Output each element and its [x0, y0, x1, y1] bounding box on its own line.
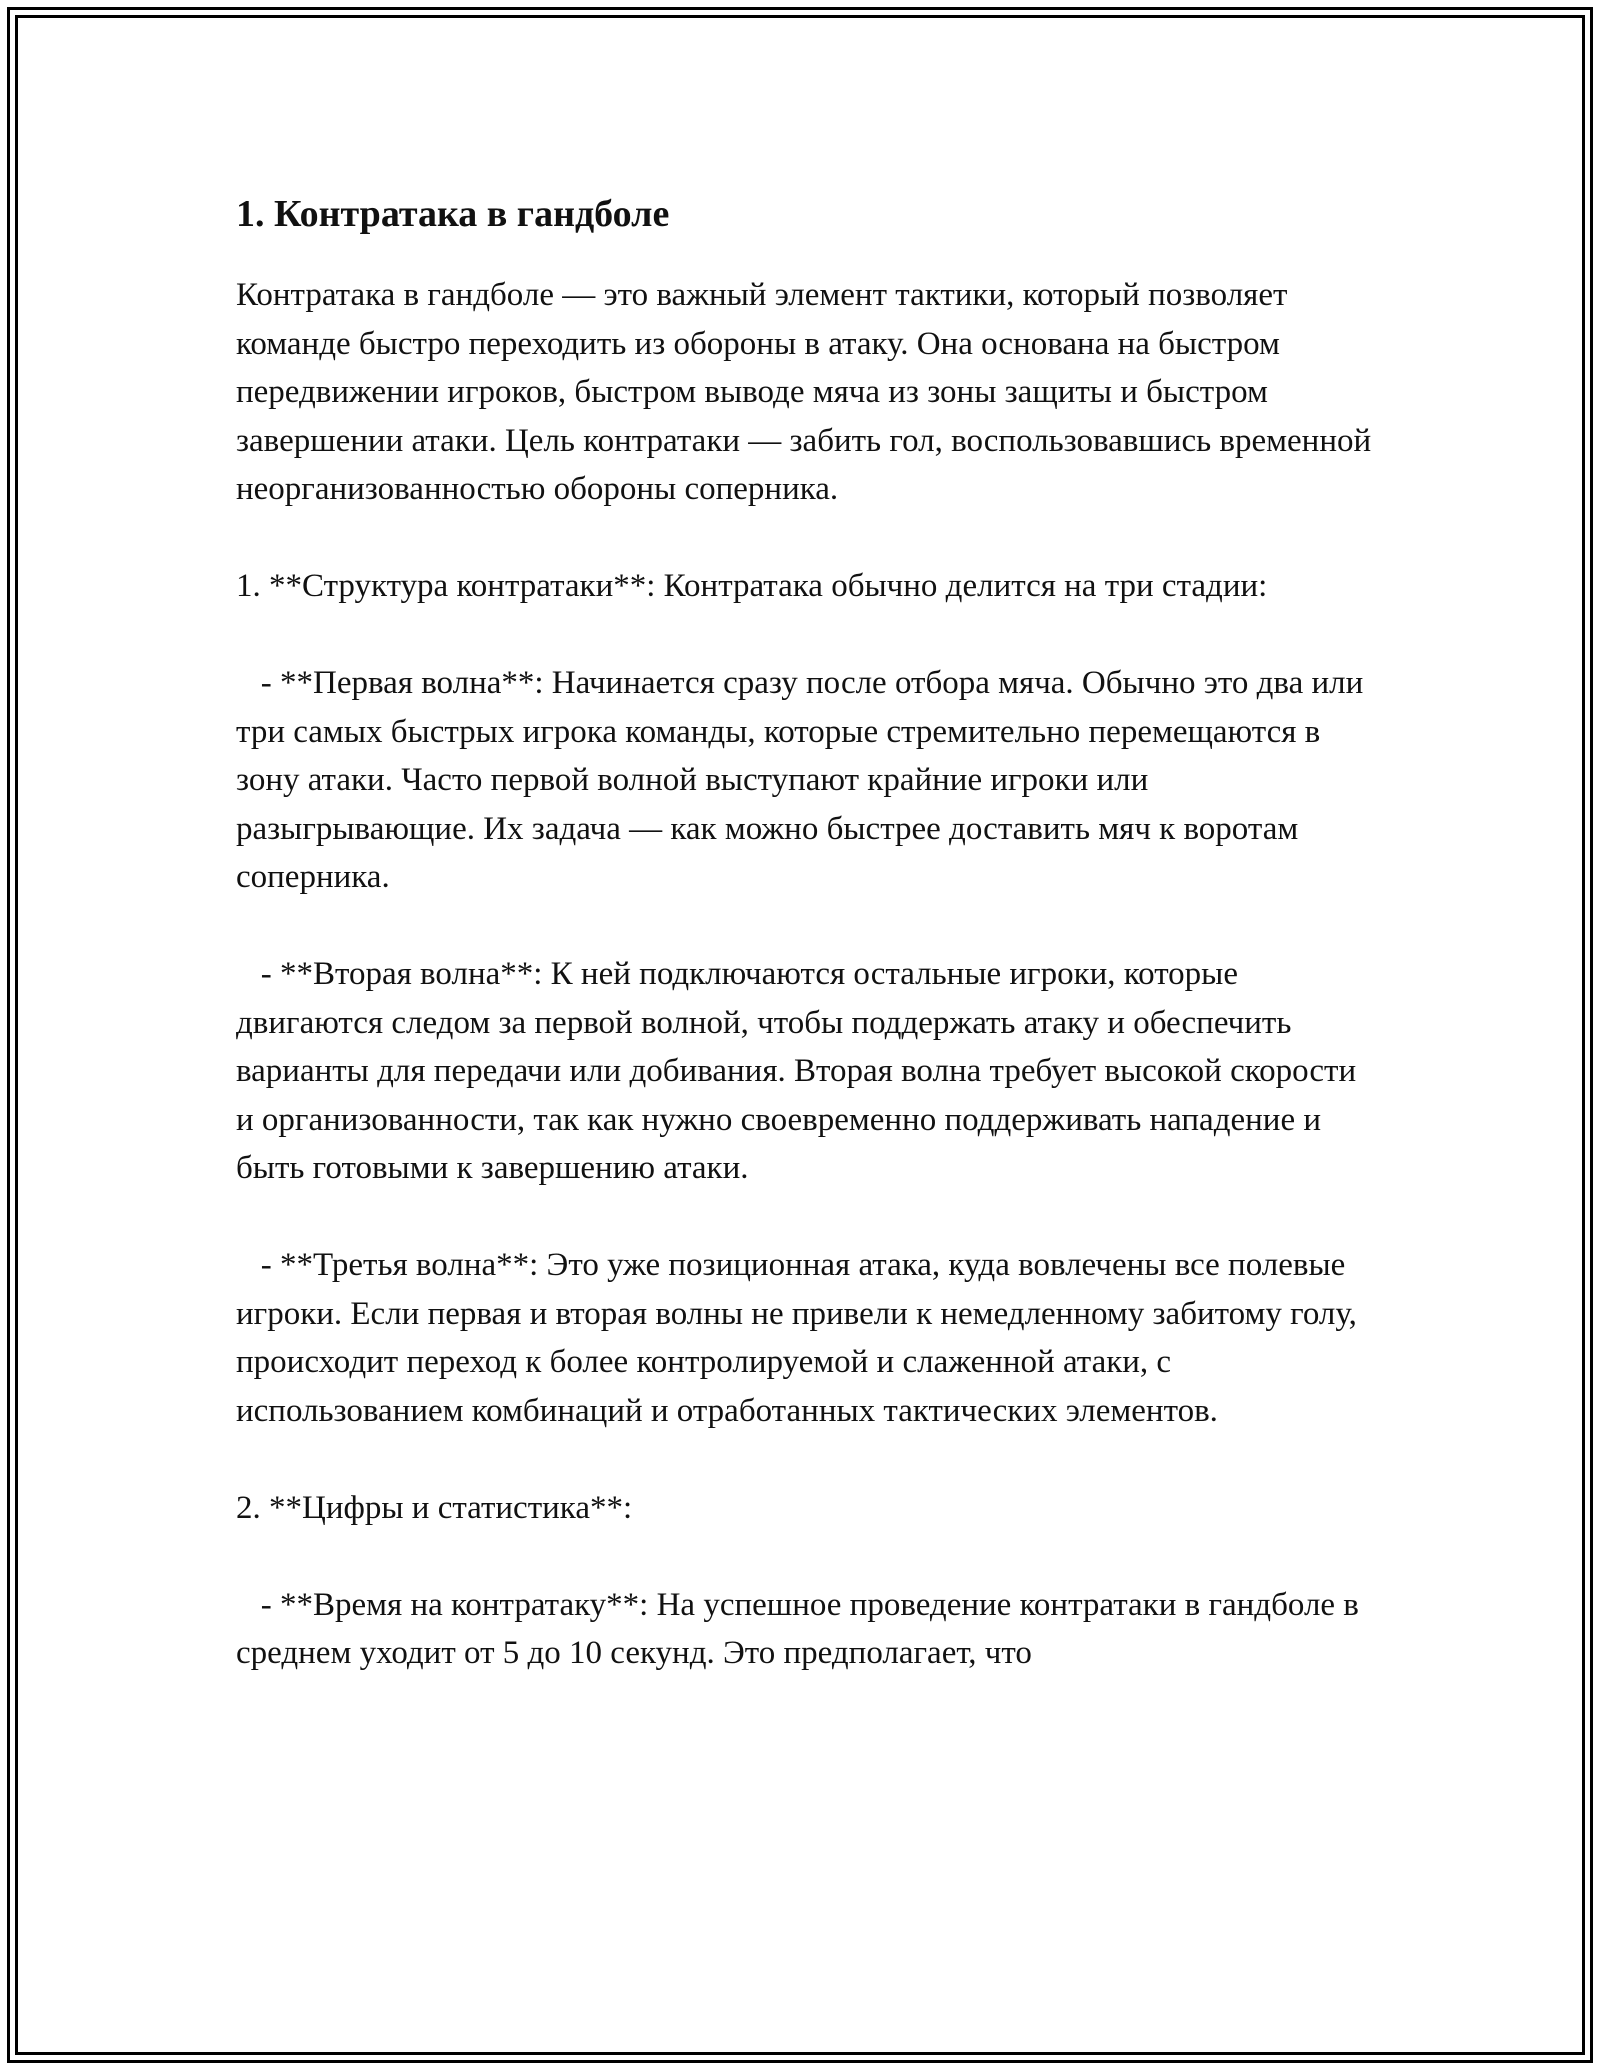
- document-body: [236, 188, 1380, 1678]
- paragraph-gap: [236, 1435, 1376, 1484]
- paragraph-gap: [236, 1532, 1376, 1581]
- list-item-statistics: 2. **Цифры и статистика**:: [236, 1489, 633, 1526]
- list-subitem-first-wave: - **Первая волна**: Начинается сразу после отбора мяча. Обычно это два или три самых быстрых игрока команды, которые стремительно перемещаются в зону атаки. Часто первой волной выступают крайние игроки или разыгрывающие. Их задача — как можно быстрее доставить мяч к воротам соперника.: [236, 665, 1372, 895]
- section-heading: 1. Контратака в гандболе: [236, 193, 670, 235]
- list-subitem-third-wave: - **Третья волна**: Это уже позиционная атака, куда вовлечены все полевые игроки. Если первая и вторая волны не привели к немедленному забитому голу, происходит переход к более контролируемой и слаженной атаки, с использованием комбинаций и отработанных тактических элементов.: [236, 1247, 1366, 1429]
- paragraph-gap: [236, 1193, 1376, 1242]
- paragraph-gap: [236, 514, 1376, 563]
- list-subitem-second-wave: - **Вторая волна**: К ней подключаются остальные игроки, которые двигаются следом за первой волной, чтобы поддержать атаку и обеспечить варианты для передачи или добивания. Вторая волна требует высокой скорости и организованности, так как нужно своевременно поддерживать нападение и быть готовыми к завершению атаки.: [236, 956, 1365, 1186]
- list-subitem-time: - **Время на контратаку**: На успешное проведение контратаки в гандболе в среднем уходит от 5 до 10 секунд. Это предполагает, что: [236, 1586, 1368, 1671]
- paragraph-gap: [236, 902, 1376, 951]
- intro-paragraph: Контратака в гандболе — это важный элемент тактики, который позволяет команде быстро переходить из обороны в атаку. Она основана на быстром передвижении игроков, быстром выводе мяча из зоны защиты и быстром завершении атаки. Цель контратаки — забить гол, воспользовавшись временной неорганизованностью обороны соперника.: [236, 277, 1380, 507]
- list-item-structure: 1. **Структура контратаки**: Контратака обычно делится на три стадии:: [236, 568, 1268, 604]
- paragraph-gap: [236, 611, 1376, 660]
